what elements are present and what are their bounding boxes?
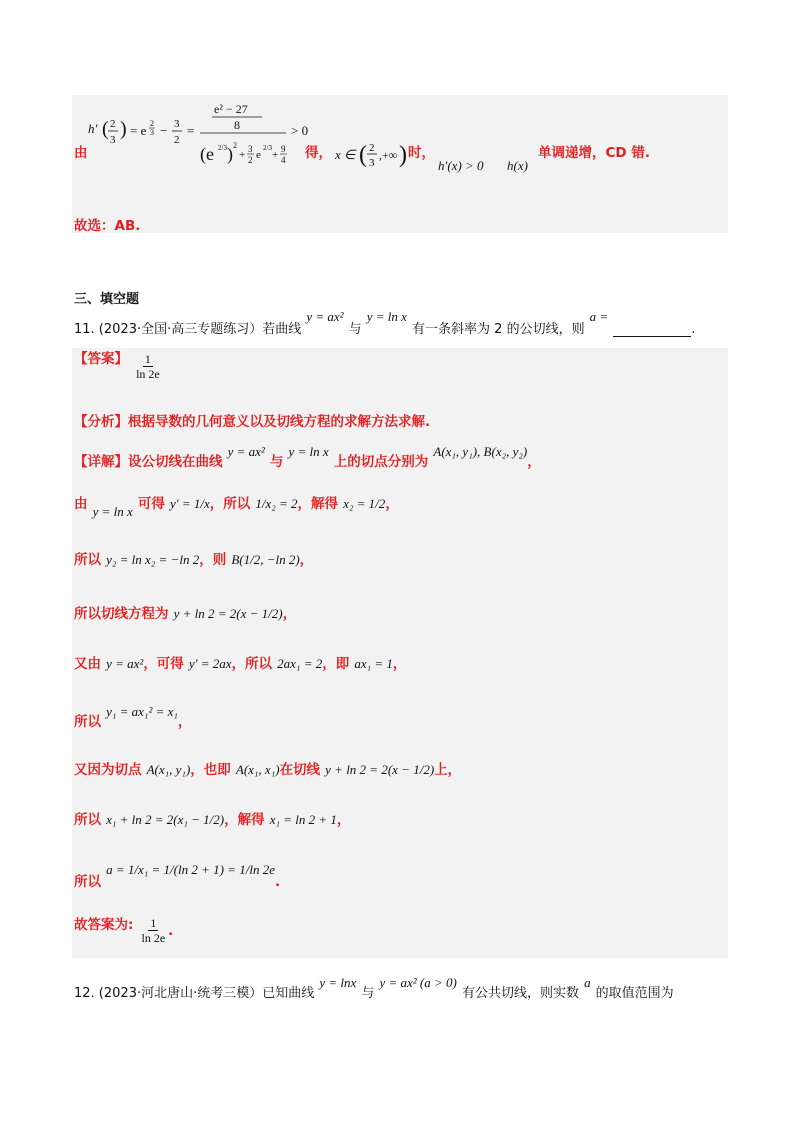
math-expression: y = ax² bbox=[106, 656, 144, 671]
q11-curve1: y = ax² bbox=[306, 309, 344, 324]
final-denominator: ln 2e bbox=[141, 931, 166, 945]
question-12-stem bbox=[74, 974, 674, 1004]
svg-text:(e: (e bbox=[200, 144, 214, 164]
detail-line-4 bbox=[74, 602, 296, 622]
svg-text:+: + bbox=[272, 149, 279, 161]
svg-text:2: 2 bbox=[110, 118, 116, 130]
interval-graphic bbox=[335, 136, 407, 172]
detail-text: ， bbox=[177, 714, 192, 730]
detail-text: 所以 bbox=[74, 552, 101, 568]
detail-text: ，即 bbox=[322, 656, 350, 672]
math-tangent-equation: y + ln 2 = 2(x − 1/2) bbox=[173, 606, 283, 621]
answer-fraction bbox=[134, 352, 162, 381]
svg-text:,+∞: ,+∞ bbox=[379, 148, 398, 162]
detail-text: 又因为切点 bbox=[74, 762, 142, 778]
detail-line-9 bbox=[74, 858, 281, 890]
math-final-computation: a = 1/x₁ = 1/(ln 2 + 1) = 1/ln 2e bbox=[106, 862, 275, 877]
svg-text:2: 2 bbox=[150, 119, 154, 128]
svg-text:8: 8 bbox=[234, 118, 240, 132]
detail-text: 由 bbox=[74, 496, 88, 512]
math-solution: x₁ = ln 2 + 1 bbox=[269, 812, 337, 827]
svg-text:e: e bbox=[256, 149, 261, 161]
math-equation: 2ax₁ = 2 bbox=[277, 656, 323, 671]
q12-condition: 有公共切线，则实数 bbox=[461, 986, 579, 1001]
detail-text: 上的切点分别为 bbox=[333, 454, 429, 470]
svg-text:= e: = e bbox=[130, 123, 147, 138]
detail-text: 设公切线在曲线 bbox=[128, 454, 223, 470]
section-title: 三、填空题 bbox=[74, 292, 140, 307]
final-answer-fraction bbox=[140, 916, 168, 945]
svg-text:+: + bbox=[239, 149, 246, 161]
q11-curve2: y = ln x bbox=[366, 309, 407, 324]
q11-a-eq: a = bbox=[589, 309, 609, 324]
detail-line-1 bbox=[74, 440, 541, 470]
answer-numerator: 1 bbox=[144, 352, 151, 366]
detail-text: ，解得 bbox=[297, 496, 339, 512]
math-point-a: A(x₁, x₁) bbox=[235, 762, 280, 777]
svg-text:): ) bbox=[227, 144, 233, 164]
hprime-formula-graphic bbox=[86, 100, 316, 180]
q12-var: a bbox=[584, 975, 591, 990]
q12-source: 12. (2023·河北唐山·统考三模）已知曲线 bbox=[74, 986, 315, 1001]
q11-yu: 与 bbox=[348, 322, 362, 337]
svg-text:3: 3 bbox=[150, 128, 154, 137]
svg-text:2: 2 bbox=[233, 141, 237, 150]
final-answer-line bbox=[74, 916, 173, 945]
monotonic-text: 单调递增，CD 错. bbox=[538, 145, 650, 161]
detail-line-3 bbox=[74, 548, 313, 568]
svg-text:2/3: 2/3 bbox=[218, 144, 227, 152]
detail-text: 所以 bbox=[74, 714, 101, 730]
final-answer-label: 故答案为: bbox=[74, 917, 134, 933]
analysis-tag: 【分析】 bbox=[74, 414, 128, 430]
answer-denominator: ln 2e bbox=[136, 367, 160, 381]
math-expression: y = ln x bbox=[92, 504, 133, 519]
detail-text: . bbox=[274, 874, 281, 890]
math-point-a: A(x₁, y₁) bbox=[146, 762, 191, 777]
analysis-text: 根据导数的几何意义以及切线方程的求解方法求解. bbox=[128, 414, 431, 430]
detail-text: ， bbox=[392, 656, 407, 672]
svg-text:−: − bbox=[160, 123, 168, 138]
detail-text: ， bbox=[336, 812, 351, 828]
svg-text:3: 3 bbox=[369, 157, 375, 169]
hprime-positive: h′(x) > 0 bbox=[438, 158, 484, 173]
math-expression: y₁ = ax₁² = x₁ bbox=[106, 704, 178, 719]
detail-line-6 bbox=[74, 700, 192, 730]
hx-expression: h(x) bbox=[507, 158, 528, 173]
svg-text:4: 4 bbox=[281, 155, 286, 165]
question-11-stem bbox=[74, 310, 695, 340]
detail-text: 与 bbox=[269, 454, 284, 470]
detail-line-2 bbox=[74, 492, 399, 519]
math-derivative: y′ = 1/x bbox=[169, 496, 210, 511]
detail-text: 上， bbox=[434, 762, 462, 778]
math-curve2: y = ln x bbox=[288, 444, 329, 459]
math-tangent-points: A(x₁, y₁), B(x₂, y₂) bbox=[433, 444, 528, 459]
detail-text: ，所以 bbox=[209, 496, 251, 512]
q11-source: 11. (2023·全国·高三专题练习）若曲线 bbox=[74, 322, 302, 337]
q11-condition: 有一条斜率为 2 的公切线，则 bbox=[412, 322, 585, 337]
detail-line-5 bbox=[74, 652, 406, 672]
math-expression: y₂ = ln x₂ = −ln 2 bbox=[106, 552, 200, 567]
math-equation: ax₁ = 1 bbox=[354, 656, 393, 671]
math-point-b: B(1/2, −ln 2) bbox=[231, 552, 300, 567]
detail-text: 又由 bbox=[74, 656, 101, 672]
detail-text: 所以 bbox=[74, 874, 101, 890]
detail-tag: 【详解】 bbox=[74, 454, 128, 470]
svg-text:2: 2 bbox=[369, 142, 375, 154]
math-derivative: y′ = 2ax bbox=[188, 656, 232, 671]
final-period: . bbox=[168, 923, 174, 939]
svg-text:2: 2 bbox=[248, 155, 253, 165]
q11-period: . bbox=[691, 322, 696, 337]
math-equation: x₁ + ln 2 = 2(x₁ − 1/2) bbox=[106, 812, 225, 827]
q12-curve2: y = ax² (a > 0) bbox=[379, 975, 457, 990]
detail-line-8 bbox=[74, 808, 350, 828]
final-numerator: 1 bbox=[150, 916, 157, 930]
svg-text:3: 3 bbox=[110, 134, 116, 146]
svg-text:> 0: > 0 bbox=[291, 123, 309, 138]
detail-text: ，所以 bbox=[231, 656, 273, 672]
detail-text: ， bbox=[527, 454, 541, 470]
q12-tail: 的取值范围为 bbox=[595, 986, 674, 1001]
svg-text:3: 3 bbox=[174, 118, 180, 130]
answer-line bbox=[74, 352, 163, 381]
detail-text: ， bbox=[385, 496, 399, 512]
svg-text:): ) bbox=[120, 118, 127, 140]
svg-text:): ) bbox=[399, 142, 407, 168]
svg-text:3: 3 bbox=[248, 144, 253, 154]
math-equation: 1/x₂ = 2 bbox=[255, 496, 298, 511]
svg-text:2/3: 2/3 bbox=[263, 144, 272, 152]
math-solution: x₂ = 1/2 bbox=[343, 496, 386, 511]
math-curve1: y = ax² bbox=[227, 444, 265, 459]
analysis-line bbox=[74, 410, 430, 430]
svg-text:(: ( bbox=[359, 142, 367, 168]
math-tangent-equation: y + ln 2 = 2(x − 1/2) bbox=[325, 762, 435, 777]
detail-text: ，解得 bbox=[224, 812, 265, 828]
svg-text:h′: h′ bbox=[88, 121, 98, 136]
de-text: 得， bbox=[305, 145, 332, 161]
detail-text: 可得 bbox=[137, 496, 165, 512]
detail-text: ， bbox=[282, 606, 297, 622]
svg-text:9: 9 bbox=[281, 144, 286, 154]
detail-text: 所以切线方程为 bbox=[74, 606, 169, 622]
svg-text:e² − 27: e² − 27 bbox=[214, 102, 248, 116]
detail-line-7 bbox=[74, 758, 461, 778]
hprime-expression bbox=[86, 100, 316, 180]
svg-text:(: ( bbox=[102, 118, 109, 140]
detail-text: ，则 bbox=[199, 552, 227, 568]
detail-text: ， bbox=[299, 552, 314, 568]
detail-text: ，也即 bbox=[190, 762, 231, 778]
lead-you: 由 bbox=[74, 145, 88, 161]
interval-expression bbox=[335, 136, 407, 176]
q12-curve1: y = lnx bbox=[319, 975, 357, 990]
svg-text:=: = bbox=[187, 123, 195, 138]
svg-text:x ∈: x ∈ bbox=[335, 147, 356, 162]
detail-text: ，可得 bbox=[143, 656, 184, 672]
detail-text: 在切线 bbox=[279, 762, 321, 778]
choice-answer: 故选：AB. bbox=[74, 218, 141, 234]
answer-blank bbox=[613, 323, 691, 337]
detail-text: 所以 bbox=[74, 812, 101, 828]
answer-tag: 【答案】 bbox=[74, 351, 128, 367]
svg-text:2: 2 bbox=[174, 134, 180, 146]
q12-yu: 与 bbox=[361, 986, 375, 1001]
shi-text: 时， bbox=[408, 145, 435, 161]
